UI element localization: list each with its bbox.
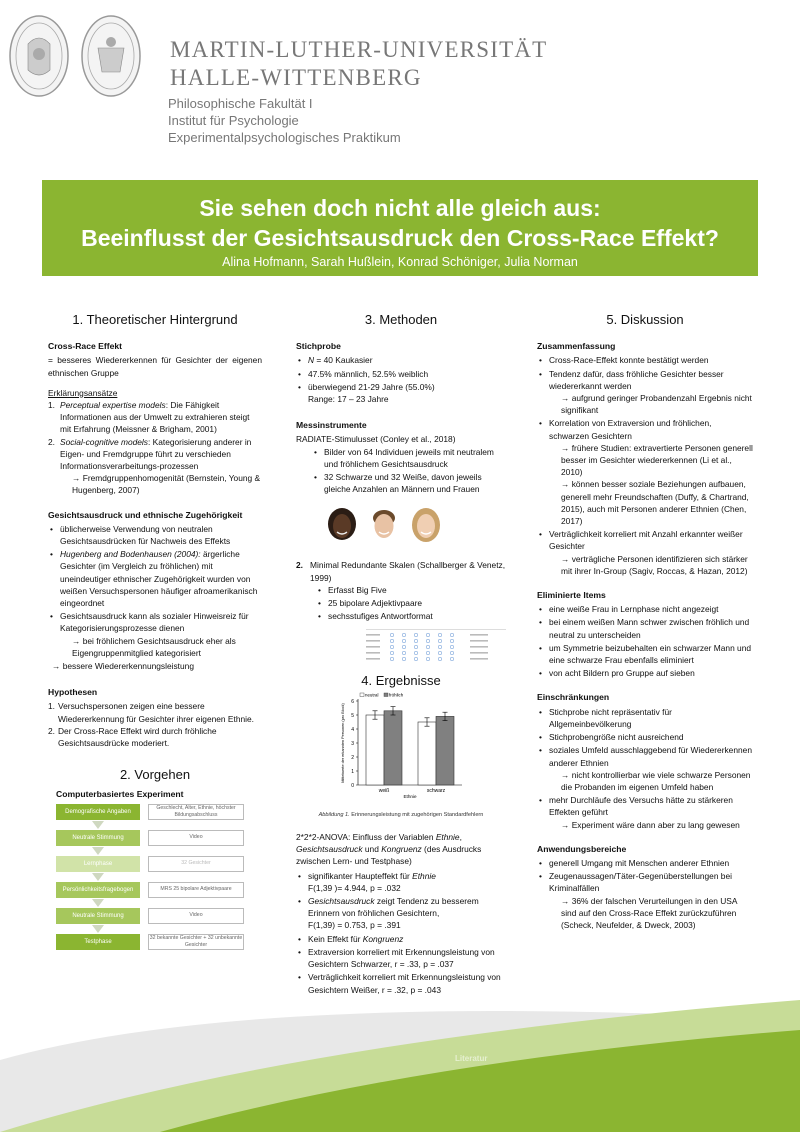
summary-item-2: [537, 368, 753, 417]
chart-caption: [296, 809, 506, 821]
scale-radio-circle: [390, 658, 394, 662]
expression-item-3-arrow-1: → bei fröhlichem Gesichtsausdruck eher als Eigengruppenmitglied kategorisiert: [72, 635, 236, 658]
explanation-1-number: 1.: [48, 400, 55, 411]
summary-item-3-text: Korrelation von Extraversion und fröhlichen, schwarzen Gesichtern: [549, 418, 712, 441]
limitation-item-4-arrow: → Experiment wäre dann aber zu lang gewesen: [561, 819, 740, 830]
scale-radio-circle: [414, 634, 418, 638]
scale-radio-circle: [426, 634, 430, 638]
scale-radio-circle: [450, 658, 454, 662]
limitation-item-3-arrow: → nicht kontrollierbar wie viele schwarze Personen die Probanden im eigenen Umfeld haben: [561, 769, 751, 792]
flow-step-1: Demografische Angaben: [56, 804, 140, 820]
flow-step-5-description: Video: [148, 908, 244, 924]
y-tick-label: 6: [351, 698, 354, 705]
expression-list: [48, 523, 262, 659]
scale-left-label: [366, 658, 380, 660]
expression-item-2-text: ärgerliche Gesichter (im Vergleich zu fröhlichen) mit uneindeutiger ethnischer Zugehörigkeit wurden von weißen Versuchspersonen häufiger afroamerikanisch eingeordnet: [60, 549, 258, 609]
instruments-title: Messinstrumente: [296, 420, 367, 431]
cross-race-title: Cross-Race Effekt: [48, 341, 123, 352]
summary-title: Zusammenfassung: [537, 341, 616, 352]
scale-right-label: [470, 634, 488, 636]
explanation-2-arrow: → Fremdgruppenhomogenität (Bernstein, Young & Hugenberg, 2007): [72, 473, 261, 496]
result-item-4: • Extraversion korreliert mit Erkennungsleistung von Gesichtern Schwarzer, r = .33, p = .037: [296, 946, 506, 970]
scale-radio-circle: [426, 658, 430, 662]
sample-item-1: [296, 354, 506, 366]
instrument-2-text: Minimal Redundante Skalen (Schallberger & Venetz, 1999): [310, 560, 506, 583]
expression-item-3-text: Gesichtsausdruck kann als sozialer Hinweisreiz für Kategorisierungsprozesse dienen: [60, 611, 249, 634]
result-3-var: Kongruenz: [362, 933, 404, 944]
flow-step-2-description: Video: [148, 830, 244, 846]
scale-radio-circle: [438, 634, 442, 638]
result-2-stats: F(1,39) = 0.753, p = .391: [308, 920, 401, 931]
column-methods: [296, 314, 506, 997]
eliminated-item-2: • bei einem weißen Mann schwer zwischen fröhlich und neutral zu unterscheiden: [537, 616, 753, 640]
literature-title: Literatur: [455, 1054, 488, 1063]
bar-schwarz-neutral: [418, 722, 436, 785]
expression-item-2: [48, 548, 262, 609]
result-2-var: Gesichtsausdruck: [308, 896, 375, 907]
y-tick-label: 0: [351, 782, 354, 789]
application-item-2: [537, 870, 753, 931]
limitation-item-4-text: mehr Durchläufe des Versuchs hätte zu stärkeren Effekten geführt: [549, 795, 733, 818]
poster-title: [42, 193, 758, 253]
y-tick-label: 4: [351, 726, 354, 733]
summary-item-3: [537, 417, 753, 527]
scale-radio-circle: [438, 658, 442, 662]
chart-caption-text: Erinnerungsleistung mit zugehörigen Standardfehlern: [349, 811, 484, 818]
faculty-block: [168, 95, 401, 146]
section-heading-background: 1. Theoretischer Hintergrund: [72, 312, 238, 327]
university-seal-right: [80, 14, 142, 98]
flow-arrow-1: [90, 821, 106, 829]
eliminated-item-3: • um Symmetrie beizubehalten ein schwarzer Mann und eine schwarze Frau ebenfalls eliminiert: [537, 642, 753, 666]
result-item-2: [296, 895, 506, 932]
bar-schwarz-fröhlich: [436, 716, 454, 785]
section-heading-results: 4. Ergebnisse: [361, 672, 441, 688]
flow-step-6-description: 32 bekannte Gesichter + 32 unbekannte Gesichter: [149, 935, 243, 948]
scale-radio-circle: [402, 640, 406, 644]
institute-name: Institut für Psychologie: [168, 113, 299, 128]
eliminated-item-1: • eine weiße Frau in Lernphase nicht angezeigt: [537, 603, 753, 615]
flow-arrow-5: [90, 925, 106, 933]
legend-label-neutral: neutral: [365, 692, 379, 698]
scale-radio-circle: [450, 634, 454, 638]
anova-var-congruence: Kongruenz: [381, 844, 422, 855]
procedure-flowchart: [48, 804, 262, 964]
hypothesis-1: [48, 700, 262, 724]
limitations-list: [537, 706, 753, 831]
expression-arrow-2: → bessere Wiedererkennungsleistung: [52, 661, 194, 672]
section-heading-discussion: 5. Diskussion: [606, 312, 684, 327]
university-line-1: MARTIN-LUTHER-UNIVERSITÄT: [170, 37, 548, 62]
flow-step-2: Neutrale Stimmung: [56, 830, 140, 846]
flow-step-6: Testphase: [56, 934, 140, 950]
questionnaire-scale-image: [366, 627, 506, 663]
result-1-text: signifikanter Haupteffekt für: [308, 870, 413, 881]
summary-item-2-arrow: → aufgrund geringer Probandenzahl Ergebnis nicht signifikant: [561, 393, 752, 416]
column-background: [48, 314, 262, 964]
instrument-2-item-1: • Erfasst Big Five: [316, 584, 506, 596]
scale-radio-circle: [426, 652, 430, 656]
instrument-2: [296, 559, 506, 583]
results-chart-svg: [336, 691, 466, 807]
application-item-2-arrow: → 36% der falschen Verurteilungen in den USA sind auf den Cross-Race Effekt zurückzuführen (Scheck, Neufelder, & Dweck, 2003): [561, 895, 737, 930]
university-name: [170, 36, 547, 92]
sample-item-3-text: überwiegend 21-29 Jahre (55.0%): [308, 381, 435, 392]
scale-radio-circle: [414, 652, 418, 656]
scale-radio-circle: [402, 658, 406, 662]
summary-list: [537, 354, 753, 577]
explanation-1: [48, 399, 262, 436]
scale-right-label: [470, 640, 488, 642]
limitation-item-3: [537, 744, 753, 793]
scale-radio-circle: [414, 646, 418, 650]
application-item-1: • generell Umgang mit Menschen anderer Ethnien: [537, 857, 753, 869]
hypothesis-1-number: 1.: [48, 701, 55, 712]
scale-left-label: [366, 640, 380, 642]
scale-radio-circle: [438, 652, 442, 656]
flow-step-3: Lernphase: [56, 856, 140, 872]
sample-n-symbol: N: [308, 355, 315, 366]
y-tick-label: 3: [351, 740, 354, 747]
result-2-text: zeigt Tendenz zu besserem Erinnern von fröhlichen Gesichtern,: [308, 896, 479, 919]
x-tick-label-weiß: weiß: [378, 787, 390, 794]
scale-radio-circle: [390, 640, 394, 644]
scale-radio-circle: [402, 652, 406, 656]
anova-description: [296, 831, 506, 868]
sample-list: [296, 354, 506, 405]
summary-item-3-arrow-1: → frühere Studien: extravertierte Personen generell besser im Gesichter wiedererkennen (Li et al., 2010): [561, 442, 753, 478]
flow-step-5: Neutrale Stimmung: [56, 908, 140, 924]
scale-right-label: [470, 658, 488, 660]
sample-title: Stichprobe: [296, 341, 341, 352]
explanation-2-number: 2.: [48, 436, 55, 447]
legend-swatch-fröhlich: [384, 693, 388, 697]
course-name: Experimentalpsychologisches Praktikum: [168, 130, 401, 145]
summary-item-2-text: Tendenz dafür, dass fröhliche Gesichter besser wiedererkannt werden: [549, 368, 724, 391]
scale-radio-circle: [402, 634, 406, 638]
explanation-1-text: : Die Fähigkeit Informationen aus der Umwelt zu extrahieren steigt mit Erfahrung (Meissner & Brigham, 2001): [60, 400, 250, 435]
scale-radio-circle: [450, 652, 454, 656]
stimulus-faces: [326, 507, 506, 543]
flow-step-4: Persönlichkeitsfragebogen: [56, 882, 140, 898]
explanation-2: [48, 436, 262, 497]
scale-radio-circle: [426, 640, 430, 644]
explanation-2-text: : Kategorisierung anderer in Eigen- und Fremdgruppe führt zu verschieden Informationsverarbeitungs-prozessen: [60, 436, 252, 472]
eliminated-item-4: • von acht Bildern pro Gruppe auf sieben: [537, 667, 753, 679]
scale-radio-circle: [414, 658, 418, 662]
sample-item-3: [296, 381, 506, 405]
title-line-2: Beeinflusst der Gesichtsausdruck den Cross-Race Effekt?: [81, 225, 719, 251]
result-item-1: [296, 870, 506, 894]
procedure-subtitle: Computerbasiertes Experiment: [56, 788, 184, 799]
hypotheses-title: Hypothesen: [48, 687, 98, 698]
authors: Alina Hofmann, Sarah Hußlein, Konrad Schöniger, Julia Norman: [222, 255, 578, 269]
cross-race-definition: = besseres Wiedererkennen für Gesichter der eigenen ethnischen Gruppe: [48, 355, 262, 378]
expression-ethnicity-title: Gesichtsausdruck und ethnische Zugehörigkeit: [48, 509, 243, 520]
chart-caption-label: Abbildung 1.: [318, 811, 350, 818]
result-1-var: Ethnie: [412, 870, 436, 881]
limitation-item-2: • Stichprobengröße nicht ausreichend: [537, 731, 753, 743]
scale-radio-circle: [390, 652, 394, 656]
bar-weiß-fröhlich: [384, 711, 402, 785]
eliminated-title: Eliminierte Items: [537, 590, 606, 601]
y-tick-label: 1: [351, 768, 354, 775]
instrument-1-item-1: • Bilder von 64 Individuen jeweils mit neutralem und fröhlichem Gesichtsausdruck: [312, 446, 506, 470]
sample-item-1-text: = 40 Kaukasier: [314, 355, 373, 366]
eliminated-list: [537, 603, 753, 679]
explanations-title: Erklärungsansätze: [48, 387, 118, 398]
limitations-title: Einschränkungen: [537, 692, 610, 703]
flow-step-4-description: MRS 25 bipolare Adjektivpaare: [148, 882, 244, 898]
legend-label-fröhlich: fröhlich: [389, 692, 404, 698]
scale-left-label: [366, 652, 380, 654]
section-heading-methods: 3. Methoden: [364, 312, 438, 327]
column-discussion: [537, 314, 753, 932]
scale-radio-circle: [438, 640, 442, 644]
literature-block: [455, 1054, 795, 1064]
anova-text-1: 2*2*2-ANOVA: Einfluss der Variablen: [296, 832, 436, 843]
bar-weiß-neutral: [366, 715, 384, 785]
scale-radio-circle: [390, 634, 394, 638]
anova-text-3: und: [362, 844, 382, 855]
scale-right-label: [470, 646, 488, 648]
limitation-item-4: [537, 794, 753, 831]
scale-radio-circle: [390, 646, 394, 650]
applications-list: [537, 857, 753, 931]
title-line-1: Sie sehen doch nicht alle gleich aus:: [199, 195, 601, 221]
expression-item-1: • üblicherweise Verwendung von neutralen Gesichtsausdrücken für Nachweis des Effekts: [48, 523, 262, 547]
x-axis-label: Ethnie: [403, 793, 417, 799]
scale-left-label: [366, 634, 380, 636]
instrument-2-list: [296, 584, 506, 623]
result-1-stats: F(1,39 )= 4.944, p = .032: [308, 882, 401, 893]
summary-item-4: [537, 528, 753, 577]
instrument-2-item-3: • sechsstufiges Antwortformat: [316, 610, 506, 622]
y-axis-label: Mittelwerte der erkannten Personen (pro Block): [341, 703, 345, 783]
flow-step-3-description: 32 Gesichter: [148, 856, 244, 872]
hypothesis-1-text: Versuchspersonen zeigen eine bessere Wiedererkennung für Gesichter ihrer eigenen Ethnie.: [58, 701, 254, 724]
scale-radio-circle: [438, 646, 442, 650]
summary-item-4-text: Verträglichkeit korreliert mit Anzahl erkannter weißer Gesichter: [549, 529, 743, 552]
anova-var-ethnie: Ethnie: [435, 832, 460, 843]
anova-text-4: (des Ausdrucks zwischen Lern- und Testphase): [296, 844, 482, 867]
applications-title: Anwendungsbereiche: [537, 843, 627, 854]
instrument-2-number: 2.: [296, 560, 303, 571]
title-band: [42, 180, 758, 276]
scale-left-label: [366, 646, 380, 648]
hypothesis-2-number: 2.: [48, 725, 55, 736]
expression-item-3: [48, 610, 262, 659]
explanation-2-model: Social-cognitive models: [60, 436, 148, 447]
explanation-1-model: Perceptual expertise models: [60, 400, 166, 411]
results-chart: [336, 691, 466, 807]
scale-radio-circle: [450, 646, 454, 650]
summary-item-1: • Cross-Race-Effekt konnte bestätigt werden: [537, 354, 753, 366]
sample-range: Range: 17 – 23 Jahre: [308, 394, 389, 405]
limitation-item-3-text: soziales Umfeld ausschlaggebend für Wiedererkennen anderer Ethnien: [549, 745, 752, 768]
flow-arrow-3: [90, 873, 106, 881]
y-tick-label: 2: [351, 754, 354, 761]
flow-arrow-4: [90, 899, 106, 907]
face-image-black-woman: [326, 507, 358, 543]
university-seal-left: [8, 14, 70, 98]
sample-item-2: • 47.5% männlich, 52.5% weiblich: [296, 368, 506, 380]
faculty-name: Philosophische Fakultät I: [168, 96, 313, 111]
hypothesis-2-text: Der Cross-Race Effekt wird durch fröhliche Gesichtsausdrücke moderiert.: [58, 725, 217, 749]
results-list: [296, 870, 506, 996]
result-3-text: Kein Effekt für: [308, 933, 363, 944]
anova-var-expression: Gesichtsausdruck: [296, 844, 363, 855]
scale-right-label: [470, 652, 488, 654]
instrument-1-item-2: • 32 Schwarze und 32 Weiße, davon jeweils gleiche Anzahlen an Männern und Frauen: [312, 471, 506, 495]
result-item-3: [296, 933, 506, 945]
face-image-white-man: [368, 507, 400, 543]
summary-item-4-arrow: → verträgliche Personen identifizieren sich stärker mit ihrer In-Group (Sagiv, Roccas, & Hazan, 2012): [561, 553, 748, 576]
expression-item-2-citation: Hugenberg and Bodenhausen (2004):: [60, 549, 201, 560]
scale-radio-circle: [402, 646, 406, 650]
anova-text-2: ,: [459, 832, 462, 843]
result-item-5: • Verträglichkeit korreliert mit Erkennungsleistung von Gesichtern Weißer, r = .32, p = .043: [296, 971, 506, 995]
scale-radio-circle: [450, 640, 454, 644]
flow-step-1-description: Geschlecht, Alter, Ethnie, höchster Bildungsabschluss: [148, 804, 244, 820]
instrument-1: RADIATE-Stimulusset (Conley et al., 2018): [296, 434, 456, 445]
instrument-2-item-2: • 25 bipolare Adjektivpaare: [316, 597, 506, 609]
flow-arrow-2: [90, 847, 106, 855]
x-tick-label-schwarz: schwarz: [426, 787, 446, 794]
y-tick-label: 5: [351, 712, 354, 719]
instrument-1-list: [296, 446, 506, 496]
face-image-white-woman: [410, 507, 442, 543]
section-heading-procedure: 2. Vorgehen: [119, 767, 191, 783]
application-item-2-text: Zeugenaussagen/Täter-Gegenüberstellungen bei Kriminalfällen: [549, 871, 732, 894]
legend-swatch-neutral: [360, 693, 364, 697]
scale-radio-circle: [426, 646, 430, 650]
summary-item-3-arrow-2: → können besser soziale Beziehungen aufbauen, generell mehr Freundschaften (Duffy, & Chartrand, 2015), auch mit Personen anderer Ethnien (Chen, 2017): [561, 479, 749, 527]
scale-radio-circle: [414, 640, 418, 644]
limitation-item-1: • Stichprobe nicht repräsentativ für Allgemeinbevölkerung: [537, 706, 753, 730]
hypothesis-2: [48, 725, 262, 749]
university-line-2: HALLE-WITTENBERG: [170, 65, 422, 90]
